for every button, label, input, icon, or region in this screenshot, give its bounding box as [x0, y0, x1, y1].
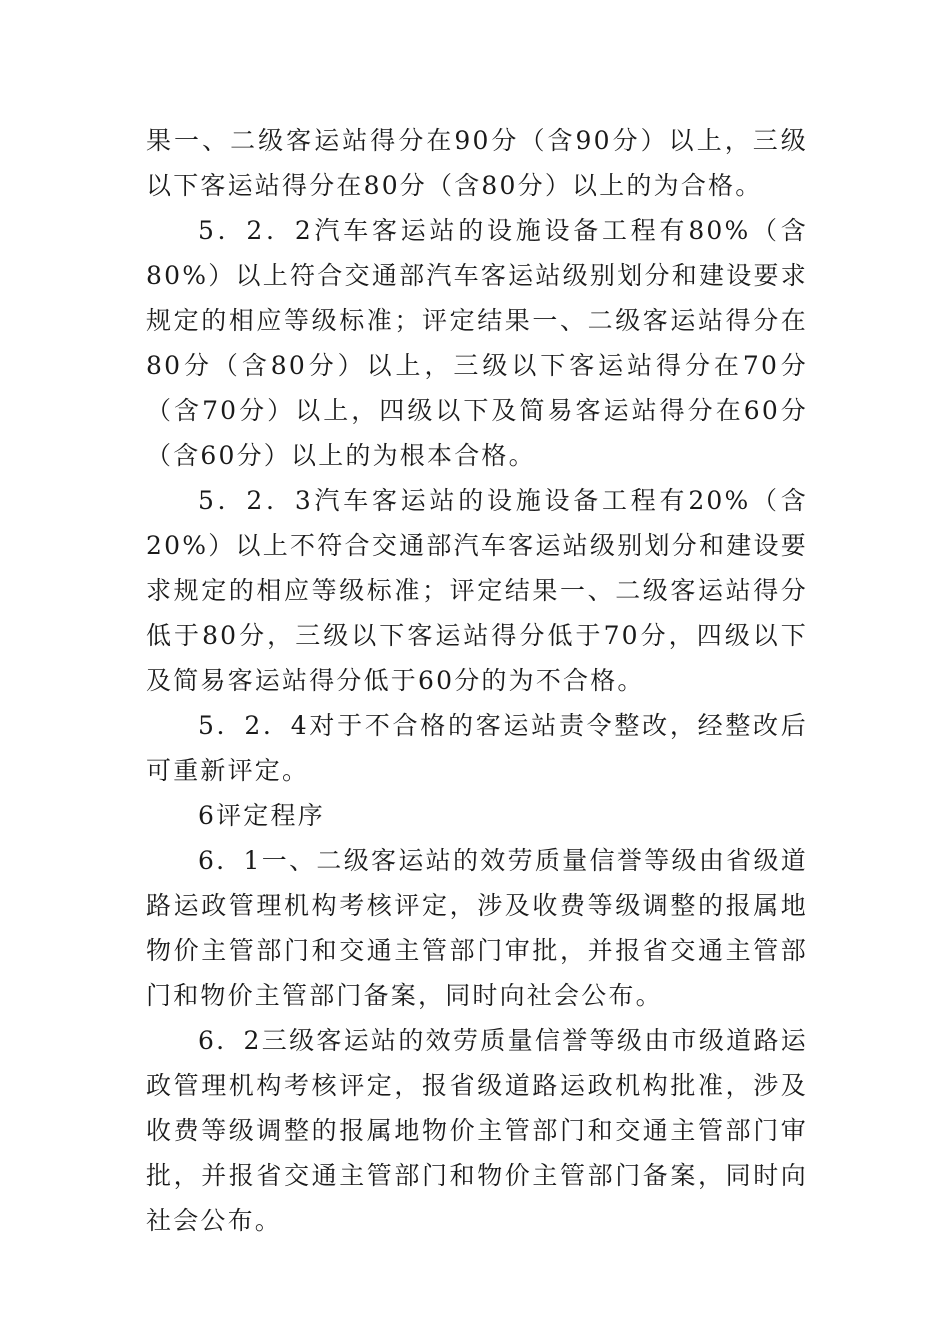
paragraph-6-1: 6．1一、二级客运站的效劳质量信誉等级由省级道路运政管理机构考核评定，涉及收费等级调整的报属地物价主管部门和交通主管部门审批，并报省交通主管部门和物价主管部门备案，同时向社会公布。 — [146, 846, 808, 1010]
paragraph-6-2: 6．2三级客运站的效劳质量信誉等级由市级道路运政管理机构考核评定，报省级道路运政机构批准，涉及收费等级调整的报属地物价主管部门和交通主管部门审批，并报省交通主管部门和物价主管部门备案，同时向社会公布。 — [146, 1026, 808, 1235]
paragraph-continuation: 果一、二级客运站得分在90分（含90分）以上，三级以下客运站得分在80分（含80分）以上的为合格。 — [146, 126, 808, 200]
section-heading-6: 6评定程序 — [198, 801, 325, 830]
document-body — [146, 118, 808, 1243]
paragraph-5-2-3: 5．2．3汽车客运站的设施设备工程有20%（含20%）以上不符合交通部汽车客运站级别划分和建设要求规定的相应等级标准；评定结果一、二级客运站得分低于80分，三级以下客运站得分低于70分，四级以下及简易客运站得分低于60分的为不合格。 — [146, 486, 808, 695]
paragraph-5-2-4: 5．2．4对于不合格的客运站责令整改，经整改后可重新评定。 — [146, 711, 808, 785]
paragraph-5-2-2: 5．2．2汽车客运站的设施设备工程有80%（含80%）以上符合交通部汽车客运站级别划分和建设要求规定的相应等级标准；评定结果一、二级客运站得分在80分（含80分）以上，三级以下客运站得分在70分（含70分）以上，四级以下及简易客运站得分在60分（含60分）以上的为根本合格。 — [146, 216, 808, 470]
